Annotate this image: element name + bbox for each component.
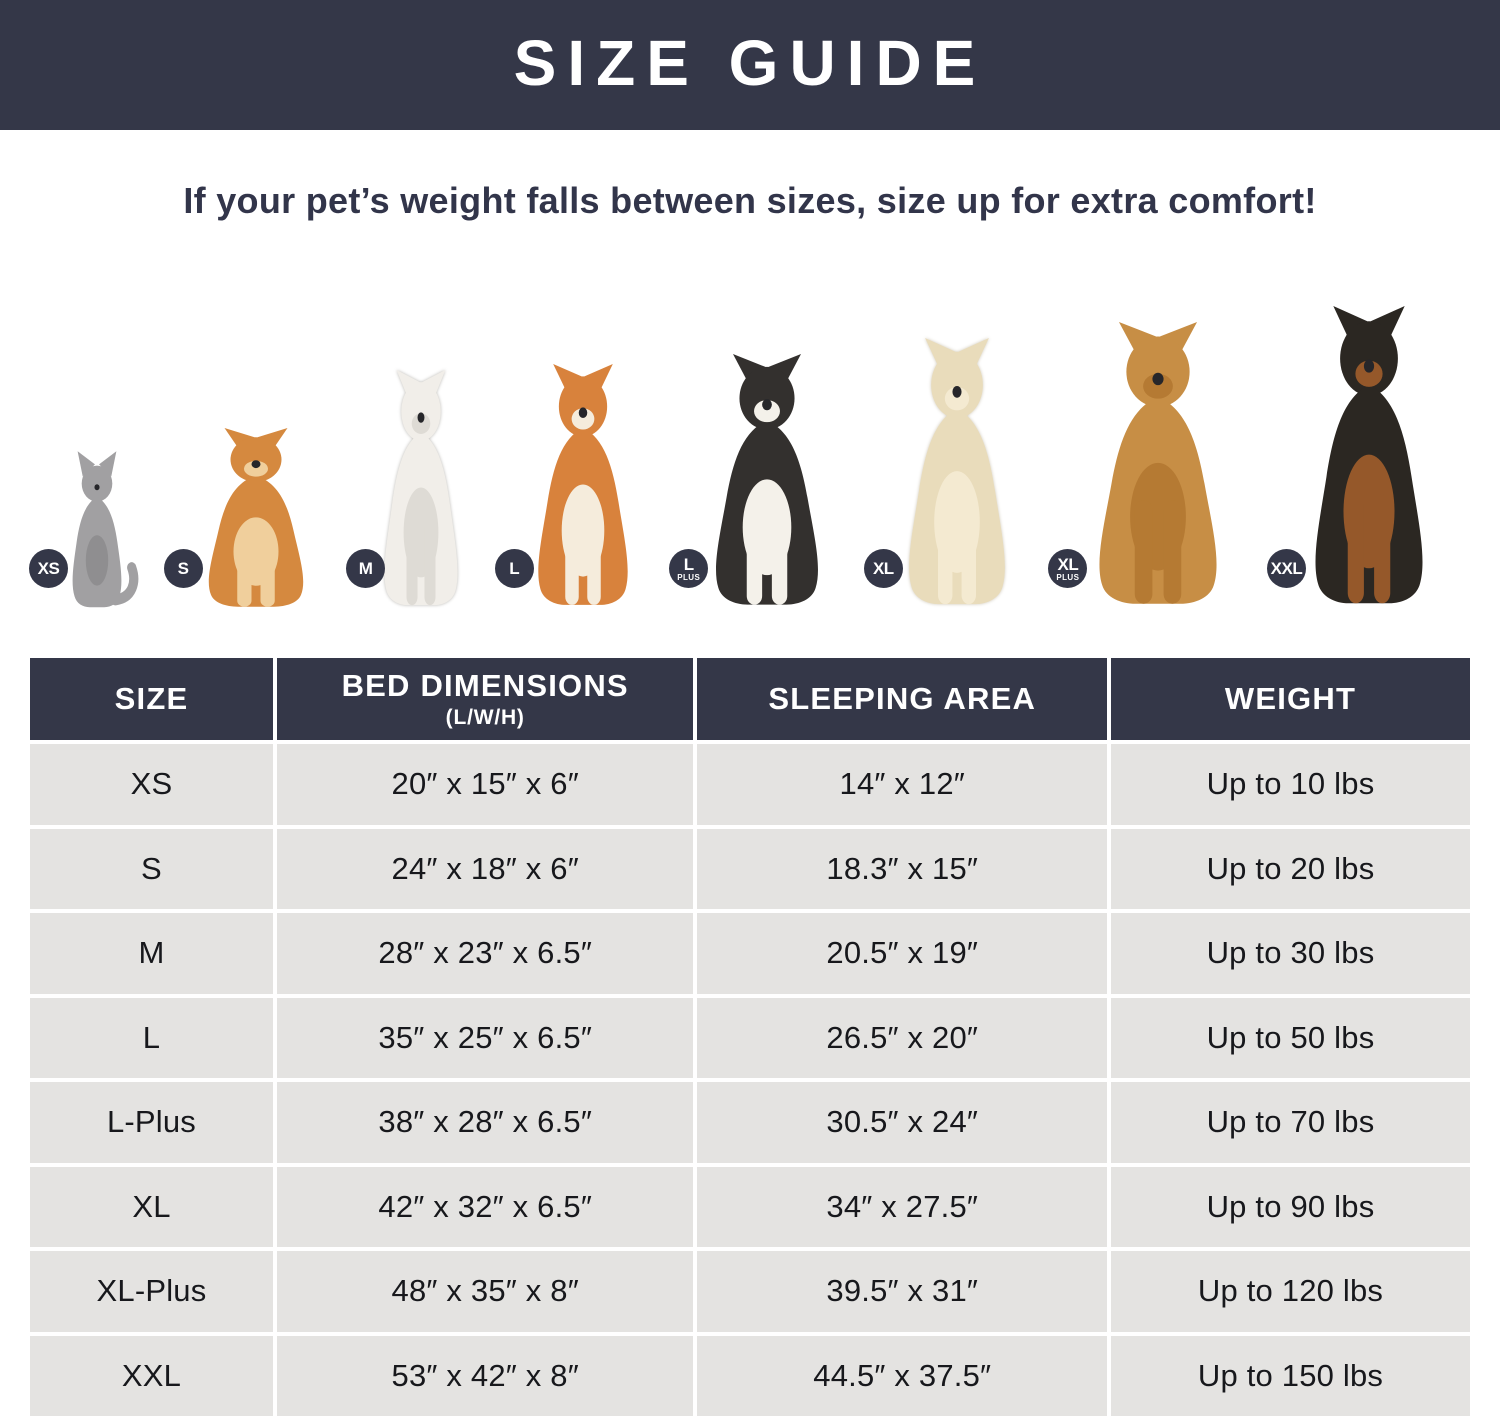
cell-weight: Up to 20 lbs: [1111, 829, 1470, 910]
cell-weight: Up to 10 lbs: [1111, 744, 1470, 825]
badge-label: XL: [1057, 554, 1079, 574]
cell-bed-dimensions: 28″ x 23″ x 6.5″: [277, 913, 694, 994]
cell-size: XL-Plus: [30, 1251, 273, 1332]
badge-label: XS: [37, 559, 60, 578]
pets-row: [37, 306, 1454, 612]
cell-weight: Up to 120 lbs: [1111, 1251, 1470, 1332]
table-row: [30, 1167, 1470, 1248]
column-header-weight: [1111, 658, 1470, 740]
cell-bed-dimensions: 42″ x 32″ x 6.5″: [277, 1167, 694, 1248]
column-label: WEIGHT: [1224, 681, 1357, 716]
cell-size: L: [30, 998, 273, 1079]
badge-sublabel: PLUS: [1056, 572, 1080, 582]
cell-sleeping-area: 30.5″ x 24″: [697, 1082, 1107, 1163]
cell-sleeping-area: 34″ x 27.5″: [697, 1167, 1107, 1248]
pet-cat: [37, 444, 148, 612]
cell-size: S: [30, 829, 273, 910]
cell-weight: Up to 50 lbs: [1111, 998, 1470, 1079]
dog-illustration: [683, 354, 848, 612]
cell-size: XL: [30, 1167, 273, 1248]
badge-label: XL: [872, 559, 894, 578]
cell-size: M: [30, 913, 273, 994]
column-label: SLEEPING AREA: [768, 681, 1037, 716]
table-row: [30, 829, 1470, 910]
cell-size: XS: [30, 744, 273, 825]
badge-label: L: [509, 559, 520, 578]
table-row: [30, 913, 1470, 994]
size-badge-s: [164, 549, 203, 588]
table-header-row: [30, 658, 1470, 740]
size-table: [30, 658, 1470, 1416]
pet-border-collie: [677, 354, 848, 612]
title-banner: [0, 0, 1500, 130]
cell-sleeping-area: 44.5″ x 37.5″: [697, 1336, 1107, 1416]
cell-sleeping-area: 14″ x 12″: [697, 744, 1107, 825]
cell-bed-dimensions: 35″ x 25″ x 6.5″: [277, 998, 694, 1079]
column-header-size: [30, 658, 273, 740]
table-row: [30, 1251, 1470, 1332]
cell-bed-dimensions: 38″ x 28″ x 6.5″: [277, 1082, 694, 1163]
cell-size: L-Plus: [30, 1082, 273, 1163]
table-row: [30, 1336, 1470, 1416]
cell-weight: Up to 150 lbs: [1111, 1336, 1470, 1416]
dog-illustration: [512, 364, 654, 612]
column-header-bed-dimensions: [277, 658, 694, 740]
column-header-sleeping-area: [697, 658, 1107, 740]
badge-label: M: [358, 559, 373, 578]
badge-sublabel: PLUS: [677, 572, 701, 582]
cell-bed-dimensions: 53″ x 42″ x 8″: [277, 1336, 694, 1416]
pet-doberman: [1270, 306, 1454, 612]
size-badge-xs: [29, 549, 68, 588]
cell-sleeping-area: 39.5″ x 31″: [697, 1251, 1107, 1332]
size-badge-xl: [864, 549, 903, 588]
cell-weight: Up to 70 lbs: [1111, 1082, 1470, 1163]
cell-sleeping-area: 18.3″ x 15″: [697, 829, 1107, 910]
page-title: SIZE GUIDE: [513, 27, 987, 99]
size-badge-m: [346, 549, 385, 588]
dog-illustration: [1284, 306, 1454, 612]
cell-weight: Up to 90 lbs: [1111, 1167, 1470, 1248]
cell-size: XXL: [30, 1336, 273, 1416]
dog-illustration: [1065, 322, 1251, 612]
pet-labrador: [872, 338, 1033, 612]
table-row: [30, 1082, 1470, 1163]
badge-label: XXL: [1270, 559, 1303, 578]
pet-shiba-inu: [509, 364, 654, 612]
badge-label: S: [177, 559, 189, 578]
dog-illustration: [881, 338, 1033, 612]
cat-illustration: [46, 444, 148, 612]
column-sublabel: (L/W/H): [445, 706, 525, 729]
cell-bed-dimensions: 24″ x 18″ x 6″: [277, 829, 694, 910]
dog-illustration: [181, 428, 331, 612]
cell-bed-dimensions: 48″ x 35″ x 8″: [277, 1251, 694, 1332]
cell-sleeping-area: 20.5″ x 19″: [697, 913, 1107, 994]
column-label: SIZE: [114, 681, 189, 716]
size-badge-l-plus: [669, 549, 708, 588]
table-row: [30, 998, 1470, 1079]
cell-weight: Up to 30 lbs: [1111, 913, 1470, 994]
pet-golden-retriever: [1056, 322, 1251, 612]
subtitle: If your pet’s weight falls between sizes, size up for extra comfort!: [183, 180, 1317, 221]
pet-pomeranian: [177, 428, 331, 612]
column-label: BED DIMENSIONS: [341, 668, 629, 703]
size-badge-xxl: [1267, 549, 1306, 588]
cell-sleeping-area: 26.5″ x 20″: [697, 998, 1107, 1079]
badge-label: L: [683, 554, 694, 574]
pet-french-bulldog: [358, 370, 479, 612]
size-badge-l: [495, 549, 534, 588]
table-row: [30, 744, 1470, 825]
cell-bed-dimensions: 20″ x 15″ x 6″: [277, 744, 694, 825]
